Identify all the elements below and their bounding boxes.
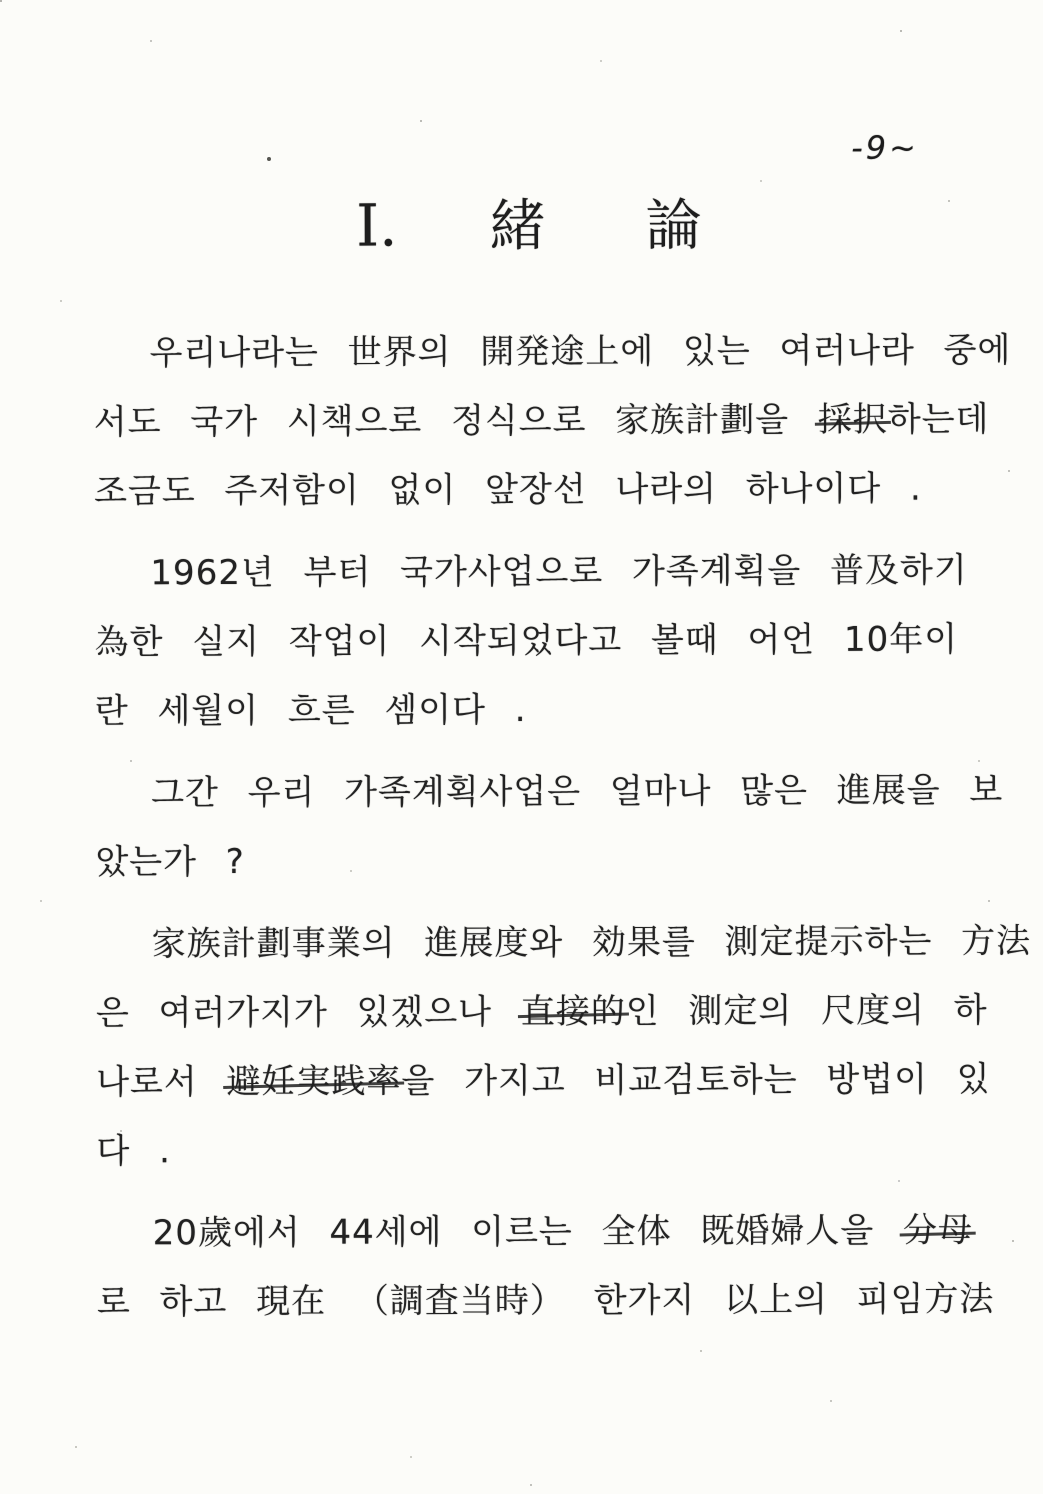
text-line [94,536,968,608]
text-line [94,316,1012,388]
text-segment: 하는데 [887,399,990,440]
title-text: 緒論 [489,193,802,260]
text-line [95,674,965,746]
text-line [95,976,988,1048]
text-segment: 을 가지고 비교검토하는 방법이 있 [401,1059,991,1102]
text-segment: 서도 국가 시책으로 정식으로 家族計劃을 [93,399,818,443]
page-title [356,181,802,263]
text-segment: 우리나라는 世界의 開発途上에 있는 여러나라 중에 [149,330,1012,374]
text-segment: 로 하고 現在 （調査当時） 한가지 以上의 피임方法 [96,1279,995,1323]
text-line [96,1045,991,1117]
text-line [95,756,1004,828]
text-line [97,1196,974,1268]
text-segment: 란 세월이 흐른 셈이다 . [94,689,527,732]
text-segment: 인 測定의 尺度의 하 [625,990,988,1032]
text-segment: 家族計劃事業의 進展度와 効果를 測定提示하는 方法 [151,921,1032,965]
text-segment: 조금도 주저함이 없이 앞장선 나라의 하나이다 . [94,468,922,512]
text-line [94,454,964,526]
struck-word: 直接的 [520,991,626,1033]
body-text [93,316,1032,1337]
struck-word: 避妊実践率 [226,1061,402,1103]
text-segment: 은 여러가지가 있겠으나 [95,992,521,1034]
text-segment: 다 . [96,1131,171,1172]
text-line [95,825,965,897]
text-line [96,1114,966,1186]
text-line [95,605,965,677]
text-line [96,907,1032,979]
struck-word: 採択 [817,399,888,440]
text-segment: 為한 실지 작업이 시작되었다고 볼때 어언 10年이 [94,619,959,663]
page-number: -9~ [851,128,919,167]
text-segment: 20歲에서 44세에 이르는 全体 既婚婦人을 [152,1210,904,1254]
text-segment: 나로서 [96,1062,227,1103]
title-numeral: I. [356,191,398,260]
text-line [96,1265,995,1337]
text-segment: 1962년 부터 국가사업으로 가족계획을 普及하기 [150,550,968,594]
struck-word: 分母 [902,1210,974,1251]
text-segment: 았는가 ? [95,841,245,883]
text-segment: 그간 우리 가족계획사업은 얼마나 많은 進展을 보 [151,770,1004,814]
text-line [93,385,990,457]
